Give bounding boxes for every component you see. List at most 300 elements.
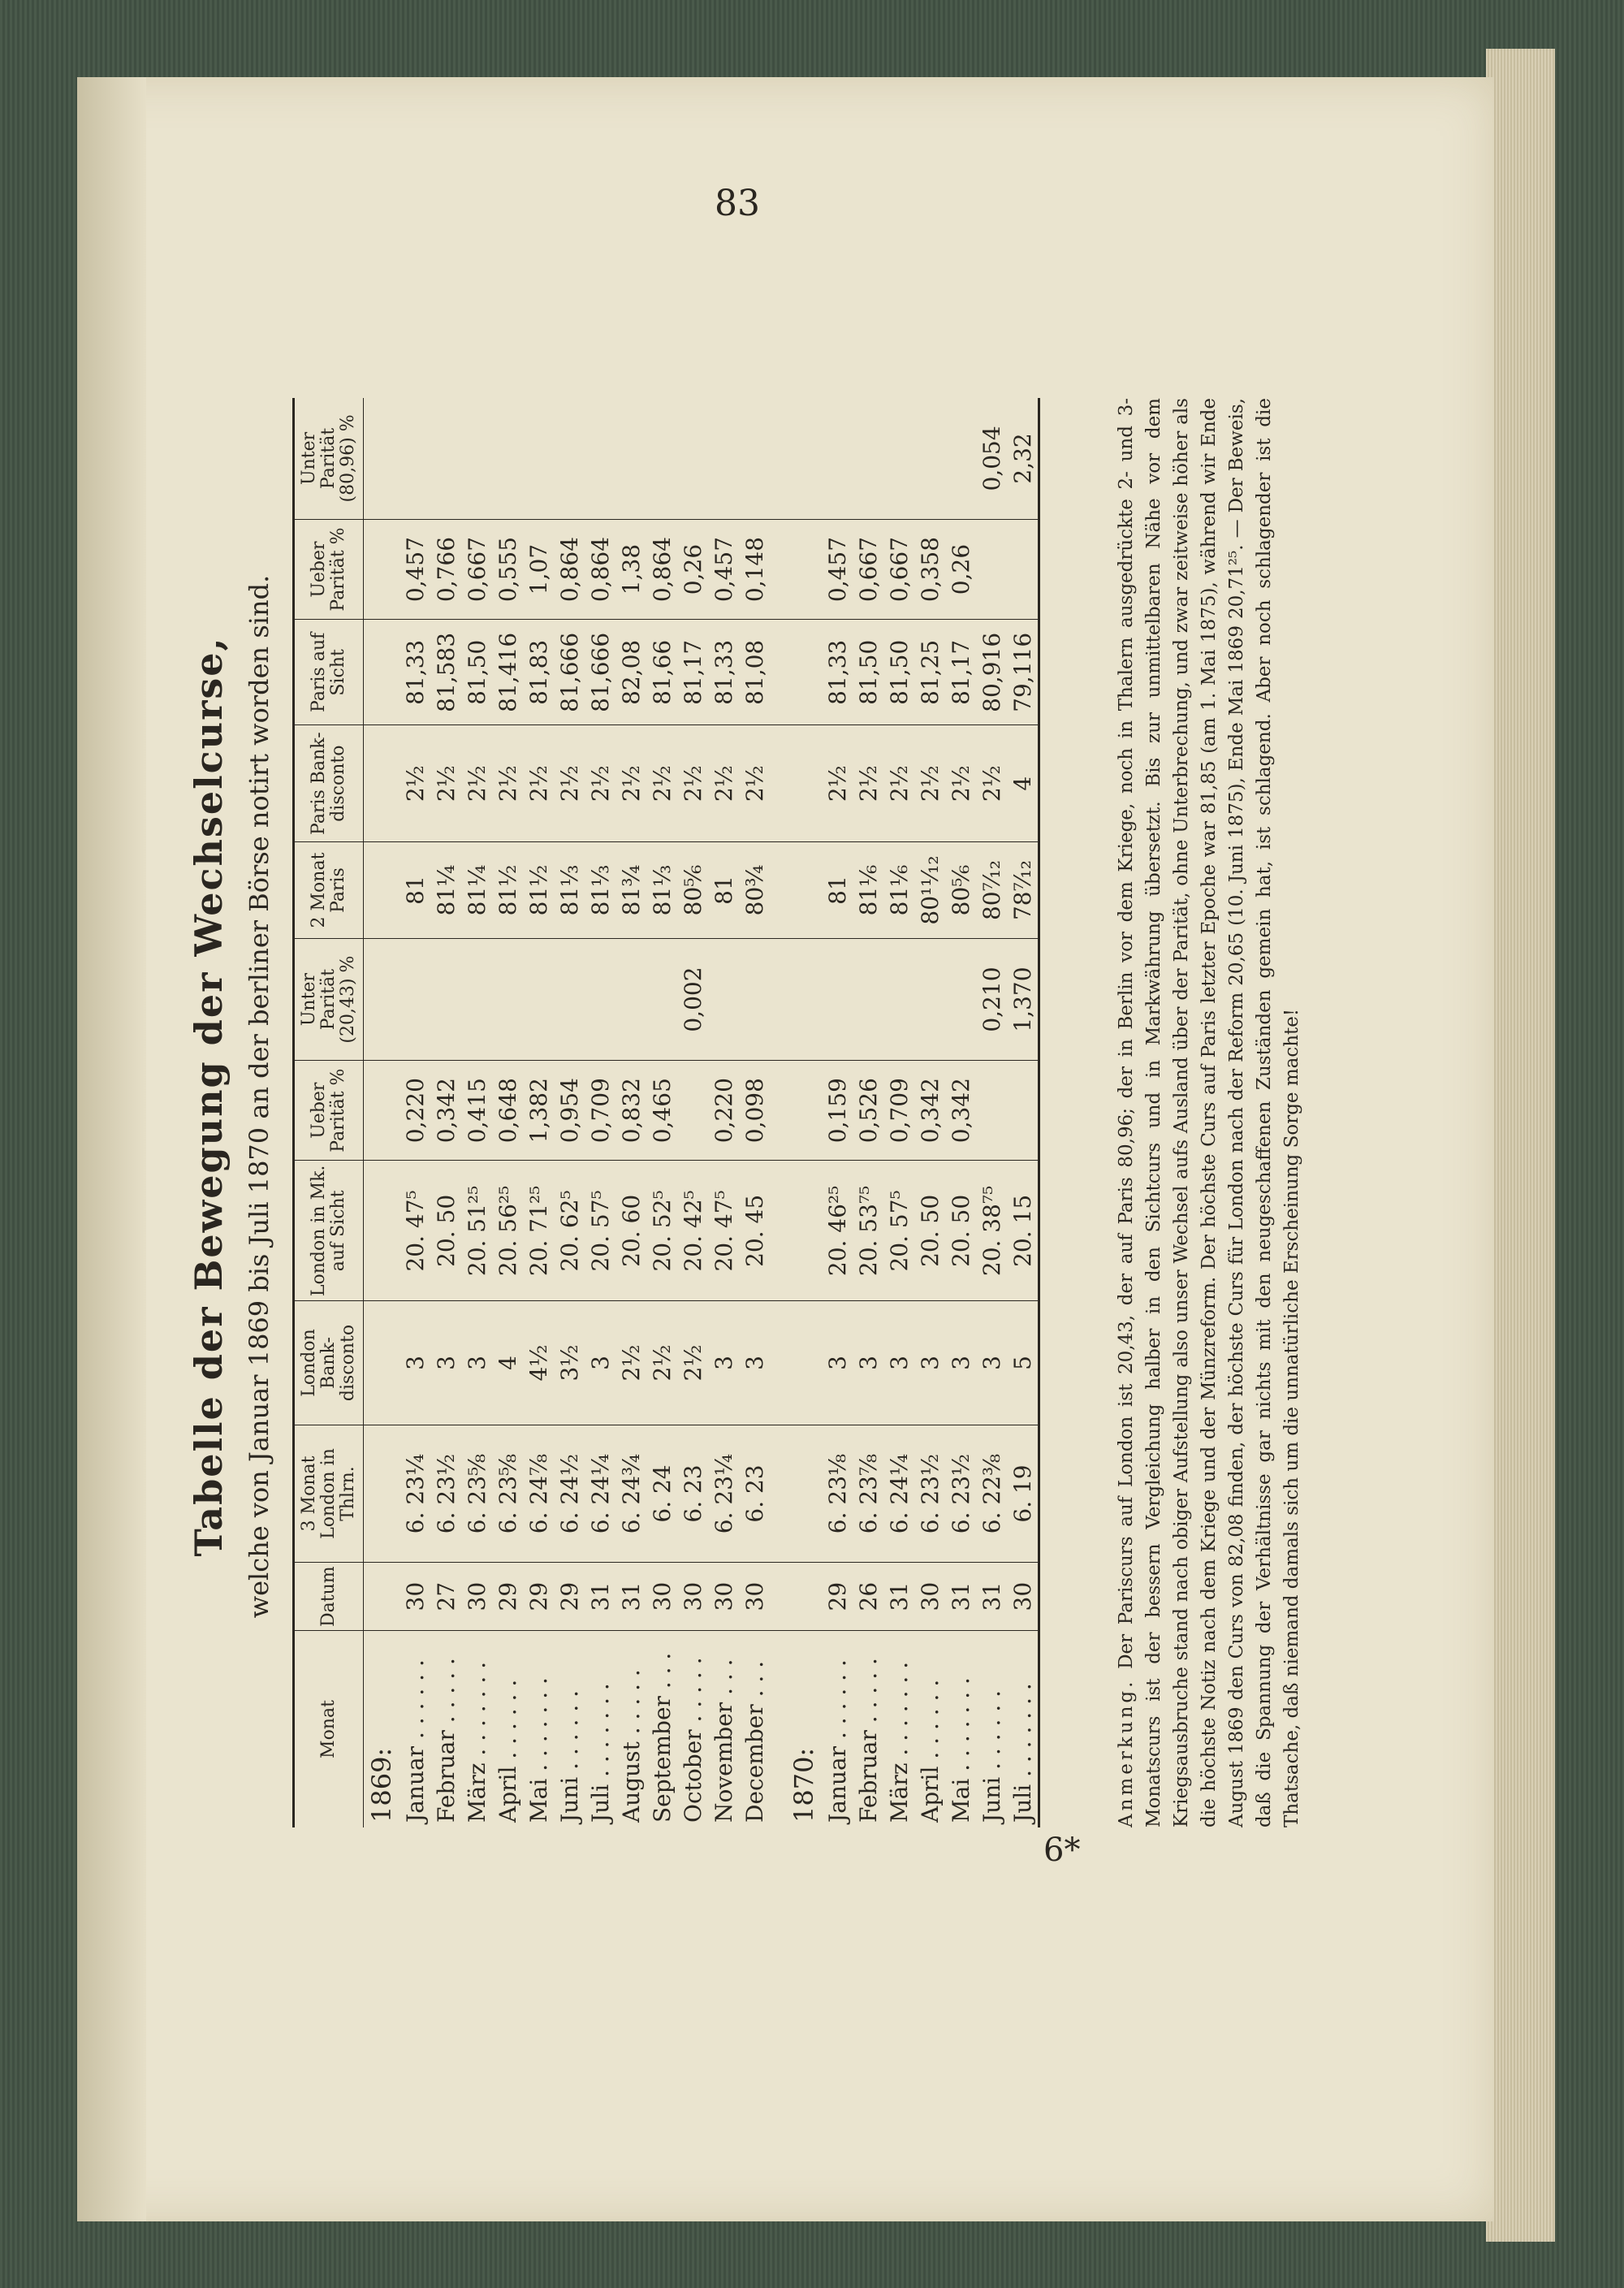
value-cell <box>739 398 770 519</box>
value-cell: 2½ <box>585 725 615 841</box>
value-cell: 6. 24½ <box>554 1425 585 1563</box>
value-cell: 2½ <box>646 725 677 841</box>
empty-cell <box>786 725 822 841</box>
value-cell <box>822 398 853 519</box>
value-cell: 1,07 <box>523 519 554 619</box>
value-cell: 20. 50 <box>430 1161 461 1301</box>
value-cell <box>1007 1060 1039 1160</box>
value-cell <box>914 939 945 1061</box>
value-cell: 0,465 <box>646 1060 677 1160</box>
table-title: Tabelle der Bewegung der Wechselcurse, <box>187 636 231 1557</box>
value-cell: 29 <box>492 1563 523 1631</box>
value-cell: 3 <box>883 1301 914 1425</box>
month-cell: August . . . . . <box>617 1669 645 1823</box>
value-cell: 20. 71²⁵ <box>523 1161 554 1301</box>
value-cell: 0,159 <box>822 1060 853 1160</box>
value-cell <box>400 939 430 1061</box>
empty-cell <box>770 1060 786 1160</box>
value-cell: 30 <box>400 1563 430 1631</box>
month-cell: Januar . . . . . . <box>401 1659 429 1823</box>
value-cell: 3 <box>945 1301 976 1425</box>
value-cell: 20. 47⁵ <box>708 1161 739 1301</box>
value-cell: 81,50 <box>461 620 492 725</box>
value-cell: 2½ <box>615 725 646 841</box>
value-cell: 0,555 <box>492 519 523 619</box>
empty-cell <box>364 1425 400 1563</box>
annotation-note <box>1112 398 1306 1827</box>
value-cell: 6. 24 <box>646 1425 677 1563</box>
value-cell: 2½ <box>646 1301 677 1425</box>
value-cell: 20. 62⁵ <box>554 1161 585 1301</box>
empty-cell <box>786 1563 822 1631</box>
month-cell: November . . . <box>710 1659 737 1823</box>
value-cell: 0,054 <box>976 398 1007 519</box>
value-cell: 29 <box>554 1563 585 1631</box>
value-cell: 20. 47⁵ <box>400 1161 430 1301</box>
month-cell: September . . . <box>648 1652 676 1823</box>
exchange-rate-table <box>292 398 1040 1827</box>
value-cell: 30 <box>914 1563 945 1631</box>
value-cell: 6. 19 <box>1007 1425 1039 1563</box>
empty-cell <box>770 939 786 1061</box>
column-header: Monat <box>294 1631 364 1828</box>
column-header: Ueber Parität % <box>294 1060 364 1160</box>
column-header: Unter Parität (20,43) % <box>294 939 364 1061</box>
table-row <box>585 398 615 1827</box>
value-cell <box>461 398 492 519</box>
value-cell: 31 <box>976 1563 1007 1631</box>
empty-cell <box>770 1301 786 1425</box>
month-cell: December . . . <box>741 1660 768 1823</box>
page-number: 83 <box>715 183 760 224</box>
value-cell <box>677 398 708 519</box>
value-cell: 81,25 <box>914 620 945 725</box>
table-row <box>646 398 677 1827</box>
value-cell: 81,666 <box>585 620 615 725</box>
value-cell: 2½ <box>677 1301 708 1425</box>
empty-cell <box>770 519 786 619</box>
month-cell: März . . . . . . . <box>463 1661 490 1823</box>
empty-cell <box>364 1563 400 1631</box>
value-cell: 81,66 <box>646 620 677 725</box>
year-row <box>364 398 400 1827</box>
value-cell <box>883 939 914 1061</box>
value-cell: 0,709 <box>883 1060 914 1160</box>
value-cell: 0,832 <box>615 1060 646 1160</box>
value-cell: 30 <box>708 1563 739 1631</box>
value-cell: 81¼ <box>461 841 492 938</box>
month-cell: Februar . . . . . <box>854 1658 882 1823</box>
value-cell: 5 <box>1007 1301 1039 1425</box>
value-cell: 0,667 <box>461 519 492 619</box>
value-cell: 30 <box>461 1563 492 1631</box>
month-cell: Juni . . . . . . <box>555 1689 583 1823</box>
value-cell: 2½ <box>853 725 883 841</box>
value-cell: 20. 45 <box>739 1161 770 1301</box>
value-cell: 0,342 <box>430 1060 461 1160</box>
value-cell: 0,210 <box>976 939 1007 1061</box>
value-cell: 2½ <box>739 725 770 841</box>
value-cell: 81¼ <box>430 841 461 938</box>
value-cell: 80¾ <box>739 841 770 938</box>
value-cell: 0,864 <box>554 519 585 619</box>
empty-cell <box>364 620 400 725</box>
empty-cell <box>786 1425 822 1563</box>
empty-cell <box>770 620 786 725</box>
empty-cell <box>364 519 400 619</box>
value-cell <box>430 398 461 519</box>
table-row <box>853 398 883 1827</box>
table-row <box>739 398 770 1827</box>
value-cell: 0,648 <box>492 1060 523 1160</box>
value-cell <box>646 398 677 519</box>
empty-cell <box>770 1425 786 1563</box>
value-cell: 20. 15 <box>1007 1161 1039 1301</box>
value-cell: 20. 57⁵ <box>883 1161 914 1301</box>
page-gutter <box>77 77 146 2221</box>
table-row <box>976 398 1007 1827</box>
value-cell: 0,667 <box>853 519 883 619</box>
value-cell: 2½ <box>615 1301 646 1425</box>
empty-cell <box>786 519 822 619</box>
month-cell: März . . . . . . . <box>885 1661 913 1823</box>
table-body <box>364 398 1039 1827</box>
value-cell: 20. 57⁵ <box>585 1161 615 1301</box>
value-cell: 3 <box>976 1301 1007 1425</box>
value-cell: 3½ <box>554 1301 585 1425</box>
month-cell: Februar . . . . . <box>432 1658 460 1823</box>
value-cell <box>523 939 554 1061</box>
month-cell: Juli . . . . . . . <box>586 1683 614 1823</box>
value-cell: 81⅓ <box>585 841 615 938</box>
value-cell: 6. 23⅝ <box>461 1425 492 1563</box>
column-header: Ueber Parität % <box>294 519 364 619</box>
month-cell: April . . . . . . <box>916 1679 944 1823</box>
empty-cell <box>364 841 400 938</box>
value-cell: 0,148 <box>739 519 770 619</box>
value-cell <box>615 398 646 519</box>
empty-cell <box>786 620 822 725</box>
value-cell: 2½ <box>554 725 585 841</box>
value-cell: 0,766 <box>430 519 461 619</box>
value-cell: 4 <box>492 1301 523 1425</box>
empty-cell <box>786 398 822 519</box>
value-cell: 30 <box>739 1563 770 1631</box>
value-cell: 0,220 <box>400 1060 430 1160</box>
value-cell: 2½ <box>461 725 492 841</box>
value-cell: 78⁷⁄₁₂ <box>1007 841 1039 938</box>
value-cell: 20. 56²⁵ <box>492 1161 523 1301</box>
year-row <box>786 398 822 1827</box>
value-cell: 20. 42⁵ <box>677 1161 708 1301</box>
value-cell: 81,17 <box>677 620 708 725</box>
value-cell: 31 <box>945 1563 976 1631</box>
value-cell: 6. 24⅞ <box>523 1425 554 1563</box>
value-cell: 6. 23⅝ <box>492 1425 523 1563</box>
value-cell: 0,342 <box>945 1060 976 1160</box>
column-header: Paris Bank-disconto <box>294 725 364 841</box>
value-cell: 6. 23⅞ <box>853 1425 883 1563</box>
value-cell <box>554 398 585 519</box>
value-cell: 0,667 <box>883 519 914 619</box>
value-cell: 2½ <box>677 725 708 841</box>
month-cell: Juni . . . . . . <box>978 1689 1005 1823</box>
table-row <box>708 398 739 1827</box>
note-text: Der Pariscurs auf London ist 20,43, der auf Paris 80,96; der in Berlin vor dem Kriege, noch in Thalern ausgedrückte 2- und 3-Monatscurs ist der bessern Vergleichung halber in den Sichtcurs und in Markwährung übersetzt. Bis zur unmittelbaren Nähe vor dem Kriegsausbruche stand nach obiger Aufstellung also unser Wechsel aufs Ausland über der Parität, ohne Unterbrechung, und zwar zeitweise höher als die höchste Notiz nach dem Kriege und der Münzreform. Der höchste Curs auf Paris letzter Epoche war 81,85 (am 1. Mai 1875), während wir Ende August 1869 den Curs von 82,08 finden, der höchste Curs für London nach der Reform 20,65 (10. Juni 1875), Ende Mai 1869 20,71²⁵. — Der Beweis, daß die Spannung der Verhältnisse gar nichts mit den neugeschaffenen Zuständen gemein hat, ist schlagend. Aber noch schlagender ist die Thatsache, daß niemand damals sich um die unnatürliche Erscheinung Sorge machte! <box>1116 398 1302 1827</box>
value-cell: 6. 24¾ <box>615 1425 646 1563</box>
value-cell <box>646 939 677 1061</box>
value-cell: 26 <box>853 1563 883 1631</box>
value-cell: 3 <box>914 1301 945 1425</box>
value-cell: 6. 24¼ <box>883 1425 914 1563</box>
value-cell: 2½ <box>945 725 976 841</box>
value-cell <box>945 398 976 519</box>
value-cell: 81,08 <box>739 620 770 725</box>
table-row <box>430 398 461 1827</box>
value-cell: 2½ <box>430 725 461 841</box>
value-cell: 30 <box>1007 1563 1039 1631</box>
month-cell: April . . . . . . <box>494 1679 521 1823</box>
value-cell: 2½ <box>523 725 554 841</box>
value-cell <box>976 1060 1007 1160</box>
value-cell: 0,864 <box>585 519 615 619</box>
value-cell: 31 <box>615 1563 646 1631</box>
value-cell: 0,342 <box>914 1060 945 1160</box>
table-row <box>914 398 945 1827</box>
value-cell: 3 <box>708 1301 739 1425</box>
value-cell: 2½ <box>822 725 853 841</box>
value-cell: 6. 23 <box>739 1425 770 1563</box>
header-row <box>294 398 364 1827</box>
table-row <box>554 398 585 1827</box>
value-cell: 0,26 <box>945 519 976 619</box>
value-cell <box>461 939 492 1061</box>
value-cell <box>1007 519 1039 619</box>
table-subtitle: welche von Januar 1869 bis Juli 1870 an der berliner Börse notirt worden sind. <box>244 574 274 1619</box>
page-edges <box>1486 49 1555 2242</box>
value-cell: 20. 51²⁵ <box>461 1161 492 1301</box>
value-cell: 80¹¹⁄₁₂ <box>914 841 945 938</box>
value-cell: 6. 22⅜ <box>976 1425 1007 1563</box>
value-cell: 6. 23⅛ <box>822 1425 853 1563</box>
value-cell <box>677 1060 708 1160</box>
value-cell: 81,17 <box>945 620 976 725</box>
value-cell <box>523 398 554 519</box>
value-cell: 6. 23½ <box>430 1425 461 1563</box>
value-cell: 0,864 <box>646 519 677 619</box>
empty-cell <box>786 1301 822 1425</box>
value-cell: 81,33 <box>708 620 739 725</box>
value-cell <box>585 398 615 519</box>
value-cell: 27 <box>430 1563 461 1631</box>
value-cell <box>853 398 883 519</box>
value-cell <box>883 398 914 519</box>
value-cell: 81½ <box>492 841 523 938</box>
value-cell: 30 <box>677 1563 708 1631</box>
value-cell: 3 <box>585 1301 615 1425</box>
value-cell: 80⅚ <box>677 841 708 938</box>
value-cell: 81,83 <box>523 620 554 725</box>
value-cell: 81⅓ <box>554 841 585 938</box>
empty-cell <box>364 1060 400 1160</box>
value-cell: 0,002 <box>677 939 708 1061</box>
value-cell: 0,457 <box>822 519 853 619</box>
value-cell: 82,08 <box>615 620 646 725</box>
column-header: Datum <box>294 1563 364 1631</box>
value-cell: 81,50 <box>883 620 914 725</box>
empty-cell <box>786 939 822 1061</box>
table-row <box>615 398 646 1827</box>
value-cell: 0,526 <box>853 1060 883 1160</box>
value-cell <box>853 939 883 1061</box>
value-cell: 81 <box>400 841 430 938</box>
value-cell: 3 <box>461 1301 492 1425</box>
value-cell: 81⅙ <box>853 841 883 938</box>
value-cell: 81¾ <box>615 841 646 938</box>
value-cell: 29 <box>822 1563 853 1631</box>
table-row <box>400 398 430 1827</box>
value-cell: 81,33 <box>822 620 853 725</box>
value-cell <box>430 939 461 1061</box>
value-cell: 81,666 <box>554 620 585 725</box>
value-cell: 1,370 <box>1007 939 1039 1061</box>
month-cell: Mai . . . . . . . <box>525 1677 552 1823</box>
value-cell: 20. 60 <box>615 1161 646 1301</box>
month-cell: Juli . . . . . . . <box>1007 1631 1039 1828</box>
column-header: Unter Parität (80,96) % <box>294 398 364 519</box>
value-cell: 20. 46²⁵ <box>822 1161 853 1301</box>
value-cell <box>708 398 739 519</box>
column-header: 2 Monat Paris <box>294 841 364 938</box>
table-row <box>822 398 853 1827</box>
value-cell: 3 <box>739 1301 770 1425</box>
year-label: 1869: <box>366 1747 397 1823</box>
table-row <box>523 398 554 1827</box>
value-cell: 0,457 <box>400 519 430 619</box>
empty-cell <box>364 1161 400 1301</box>
empty-cell <box>770 398 786 519</box>
value-cell: 0,954 <box>554 1060 585 1160</box>
value-cell: 31 <box>585 1563 615 1631</box>
column-header: Paris auf Sicht <box>294 620 364 725</box>
value-cell: 6. 23¼ <box>400 1425 430 1563</box>
value-cell: 2½ <box>976 725 1007 841</box>
value-cell: 3 <box>853 1301 883 1425</box>
value-cell <box>708 939 739 1061</box>
value-cell <box>739 939 770 1061</box>
empty-cell <box>364 398 400 519</box>
value-cell: 0,26 <box>677 519 708 619</box>
value-cell <box>914 398 945 519</box>
value-cell: 3 <box>430 1301 461 1425</box>
value-cell: 81 <box>822 841 853 938</box>
month-cell: October . . . . . <box>679 1657 706 1823</box>
value-cell: 4½ <box>523 1301 554 1425</box>
value-cell: 81,416 <box>492 620 523 725</box>
value-cell <box>822 939 853 1061</box>
value-cell: 0,098 <box>739 1060 770 1160</box>
value-cell: 6. 23¼ <box>708 1425 739 1563</box>
value-cell: 81,50 <box>853 620 883 725</box>
table-row <box>1007 398 1039 1827</box>
spacer-row <box>770 398 786 1827</box>
value-cell: 2½ <box>883 725 914 841</box>
value-cell <box>585 939 615 1061</box>
value-cell: 0,358 <box>914 519 945 619</box>
column-header: London Bank-disconto <box>294 1301 364 1425</box>
value-cell <box>945 939 976 1061</box>
note-lead: Anmerkung. <box>1116 1678 1137 1827</box>
table-row <box>677 398 708 1827</box>
value-cell: 20. 38⁷⁵ <box>976 1161 1007 1301</box>
value-cell: 81⅙ <box>883 841 914 938</box>
value-cell: 80⁷⁄₁₂ <box>976 841 1007 938</box>
value-cell: 0,709 <box>585 1060 615 1160</box>
value-cell <box>400 398 430 519</box>
value-cell: 0,415 <box>461 1060 492 1160</box>
empty-cell <box>364 1301 400 1425</box>
empty-cell <box>786 1161 822 1301</box>
month-cell: Januar . . . . . . <box>823 1659 851 1823</box>
value-cell: 81 <box>708 841 739 938</box>
signature-mark: 6* <box>1043 1832 1081 1869</box>
value-cell: 2½ <box>708 725 739 841</box>
value-cell: 3 <box>400 1301 430 1425</box>
value-cell: 81,33 <box>400 620 430 725</box>
empty-cell <box>786 841 822 938</box>
value-cell: 1,38 <box>615 519 646 619</box>
empty-cell <box>770 725 786 841</box>
table-row <box>945 398 976 1827</box>
empty-cell <box>770 1631 786 1828</box>
value-cell: 3 <box>822 1301 853 1425</box>
value-cell: 20. 52⁵ <box>646 1161 677 1301</box>
rotated-table-block <box>179 333 1356 1860</box>
empty-cell <box>770 841 786 938</box>
value-cell: 6. 23½ <box>914 1425 945 1563</box>
value-cell <box>554 939 585 1061</box>
empty-cell <box>364 725 400 841</box>
value-cell: 29 <box>523 1563 554 1631</box>
value-cell: 80⅚ <box>945 841 976 938</box>
value-cell: 6. 23 <box>677 1425 708 1563</box>
value-cell: 2,32 <box>1007 398 1039 519</box>
year-label: 1870: <box>788 1747 819 1823</box>
value-cell: 80,916 <box>976 620 1007 725</box>
month-cell: Mai . . . . . . . <box>947 1677 974 1823</box>
value-cell: 81½ <box>523 841 554 938</box>
value-cell <box>492 939 523 1061</box>
value-cell <box>615 939 646 1061</box>
value-cell: 4 <box>1007 725 1039 841</box>
value-cell: 20. 53⁷⁵ <box>853 1161 883 1301</box>
value-cell: 6. 23½ <box>945 1425 976 1563</box>
value-cell: 31 <box>883 1563 914 1631</box>
value-cell <box>492 398 523 519</box>
empty-cell <box>770 1161 786 1301</box>
value-cell: 20. 50 <box>914 1161 945 1301</box>
value-cell: 81,583 <box>430 620 461 725</box>
value-cell: 2½ <box>492 725 523 841</box>
value-cell: 2½ <box>914 725 945 841</box>
empty-cell <box>786 1060 822 1160</box>
table-row <box>883 398 914 1827</box>
value-cell: 0,220 <box>708 1060 739 1160</box>
value-cell: 1,382 <box>523 1060 554 1160</box>
empty-cell <box>364 939 400 1061</box>
value-cell <box>976 519 1007 619</box>
table-row <box>492 398 523 1827</box>
